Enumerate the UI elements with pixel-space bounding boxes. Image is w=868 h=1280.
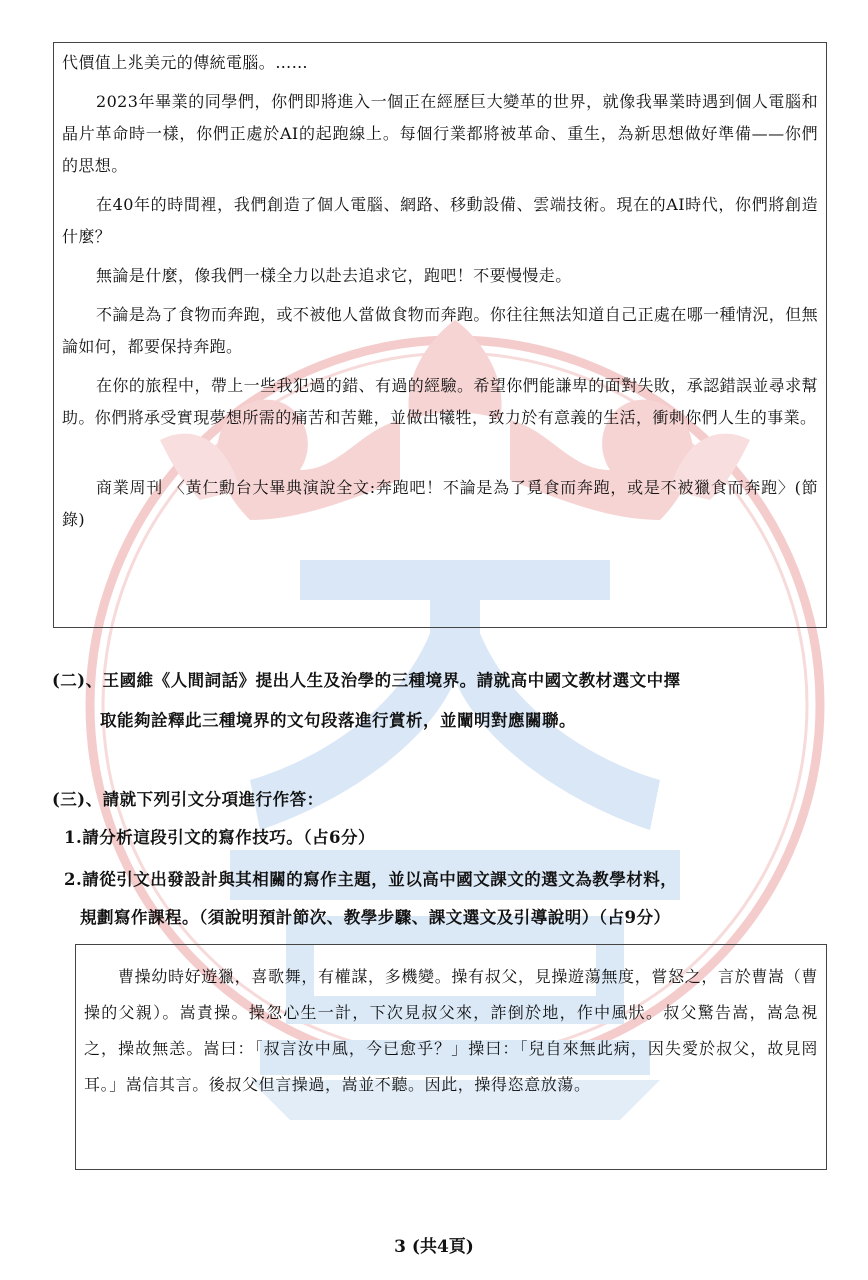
passage-paragraph: 在40年的時間裡，我們創造了個人電腦、網路、移動設備、雲端技術。現在的AI時代，你們將創造什麼？ xyxy=(62,195,818,246)
question-3-item1: 1.請分析這段引文的寫作技巧。（占6分） xyxy=(64,828,375,847)
passage-source: 商業周刊 〈黃仁勳台大畢典演說全文:奔跑吧！不論是為了覓食而奔跑，或是不被獵食而奔跑〉(節錄) xyxy=(62,478,818,529)
passage-paragraph: 無論是什麼，像我們一樣全力以赴去追求它，跑吧！不要慢慢走。 xyxy=(96,266,572,285)
page-number: 3 (共4頁) xyxy=(394,1237,474,1257)
passage-paragraph: 不論是為了食物而奔跑，或不被他人當做食物而奔跑。你往往無法知道自己正處在哪一種情況，但無論如何，都要保持奔跑。 xyxy=(62,305,818,356)
question-3-item2-line1: 2.請從引文出發設計與其相關的寫作主題，並以高中國文課文的選文為教學材料， xyxy=(64,870,678,889)
passage-text: 曹操幼時好遊獵，喜歌舞，有權謀，多機變。操有叔父，見操遊蕩無度，嘗怒之，言於曹嵩（曹操的父親）。嵩責操。操忽心生一計，下次見叔父來，詐倒於地，作中風狀。叔父驚告嵩，嵩急視之，操故無恙。嵩曰：「叔言汝中風，今已愈乎？」操曰：「兒自來無此病，因失愛於叔父，故見罔耳。」嵩信其言。後叔父但言操過，嵩並不聽。因此，操得恣意放蕩。 xyxy=(84,967,818,1094)
passage-paragraph: 在你的旅程中，帶上一些我犯過的錯、有過的經驗。希望你們能謙卑的面對失敗，承認錯誤並尋求幫助。你們將承受實現夢想所需的痛苦和苦難，並做出犧牲，致力於有意義的生活，衝刺你們人生的事業。 xyxy=(62,376,818,427)
passage-paragraph: 代價值上兆美元的傳統電腦。…… xyxy=(62,53,309,72)
question-2-line1: (二)、王國維《人間詞話》提出人生及治學的三種境界。請就高中國文教材選文中擇 xyxy=(52,671,681,690)
question-3-heading: (三)、請就下列引文分項進行作答： xyxy=(52,790,324,809)
passage-box-cao-cao xyxy=(75,944,827,1170)
question-2-line2: 取能夠詮釋此三種境界的文句段落進行賞析，並闡明對應關聯。 xyxy=(100,711,576,730)
question-3-item2-line2: 規劃寫作課程。（須說明預計節次、教學步驟、課文選文及引導說明）（占9分） xyxy=(80,908,671,927)
passage-paragraph: 2023年畢業的同學們，你們即將進入一個正在經歷巨大變革的世界，就像我畢業時遇到個人電腦和晶片革命時一樣，你們正處於AI的起跑線上。每個行業都將被革命、重生，為新思想做好準備——你們的思想。 xyxy=(62,92,818,175)
passage-box-speech xyxy=(53,42,827,628)
